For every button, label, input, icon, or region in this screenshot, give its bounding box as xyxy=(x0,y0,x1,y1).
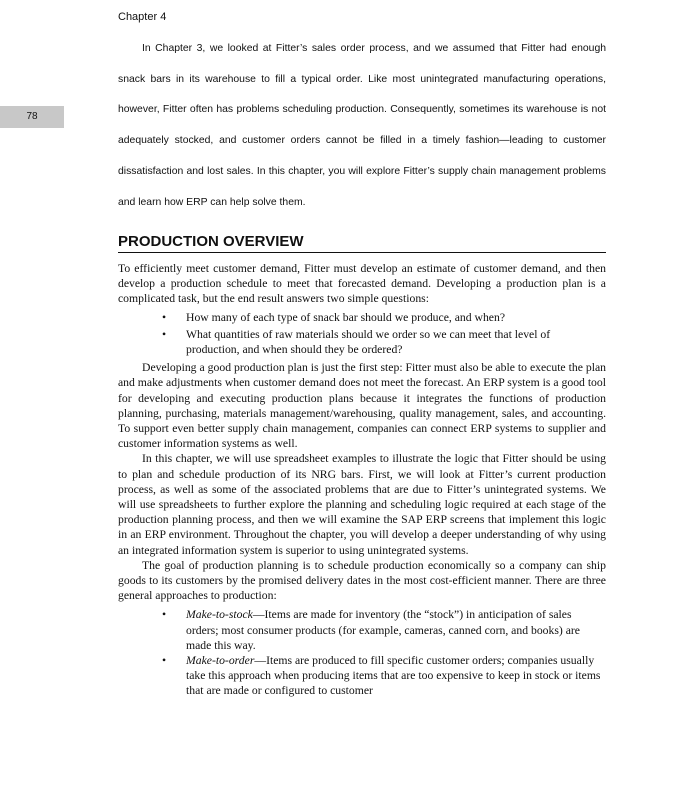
production-approach-list xyxy=(118,607,606,698)
approach-description: —Items are made for inventory (the “stock”) in anticipation of sales orders; most consumer products (for example, cameras, canned corn, and books) are made this way. xyxy=(186,608,580,652)
question-list-item: • How many of each type of snack bar should we produce, and when? xyxy=(186,310,606,325)
approach-list-item xyxy=(186,607,606,653)
approach-list-item xyxy=(186,653,606,699)
section-body xyxy=(118,261,606,702)
page-number-tab: 78 xyxy=(0,106,64,128)
body-paragraph-1: To efficiently meet customer demand, Fitter must develop an estimate of customer demand, and then develop a production schedule to meet that forecasted demand. Developing a production plan is a complicated task, but the end result answers two simple questions: xyxy=(118,262,606,306)
running-header-chapter: Chapter 4 xyxy=(118,11,167,23)
body-paragraph-2: Developing a good production plan is just the first step: Fitter must also be able to execute the plan and make adjustments when customer demand does not meet the forecast. An ERP system is a good tool for developing and executing production plans because it integrates the functions of production planning, purchasing, materials management/warehousing, quality management, sales, and accounting. To support even better supply chain management, companies can connect ERP systems to supplier and customer information systems as well. xyxy=(118,361,606,451)
approach-term: Make-to-order xyxy=(186,654,255,668)
section-heading: PRODUCTION OVERVIEW xyxy=(118,232,606,253)
chapter-intro-paragraph: In Chapter 3, we looked at Fitter’s sales order process, and we assumed that Fitter had enough snack bars in its warehouse to fill a typical order. Like most unintegrated manufacturing operations, however, Fitter often has problems scheduling production. Consequently, sometimes its warehouse is not adequately stocked, and customer orders cannot be filled in a timely fashion—leading to customer dissatisfaction and lost sales. In this chapter, you will explore Fitter’s supply chain management problems and learn how ERP can help solve them. xyxy=(118,43,606,208)
body-paragraph-4: The goal of production planning is to schedule production economically so a company can ship goods to its customers by the promised delivery dates in the most cost-efficient manner. There are three general approaches to production: xyxy=(118,558,606,603)
approach-term: Make-to-stock xyxy=(186,608,253,622)
question-list-item: • What quantities of raw materials should we order so we can meet that level of production, and when should they be ordered? xyxy=(186,327,606,357)
body-paragraph-3: In this chapter, we will use spreadsheet examples to illustrate the logic that Fitter should be using to plan and schedule production of its NRG bars. First, we will look at Fitter’s current production process, as well as some of the associated problems that are due to Fitter’s unintegrated systems. We will use spreadsheets to further explore the planning and scheduling logic required at each stage of the production planning process, and then we will examine the SAP ERP screens that implement this logic in an ERP environment. Throughout the chapter, you will develop a deeper understanding of why using an integrated information system is superior to using unintegrated systems. xyxy=(118,452,606,557)
question-list xyxy=(118,310,606,358)
approach-description: —Items are produced to fill specific customer orders; companies usually take this approach when producing items that are too expensive to keep in stock or items that are made or configured to customer xyxy=(186,654,601,698)
